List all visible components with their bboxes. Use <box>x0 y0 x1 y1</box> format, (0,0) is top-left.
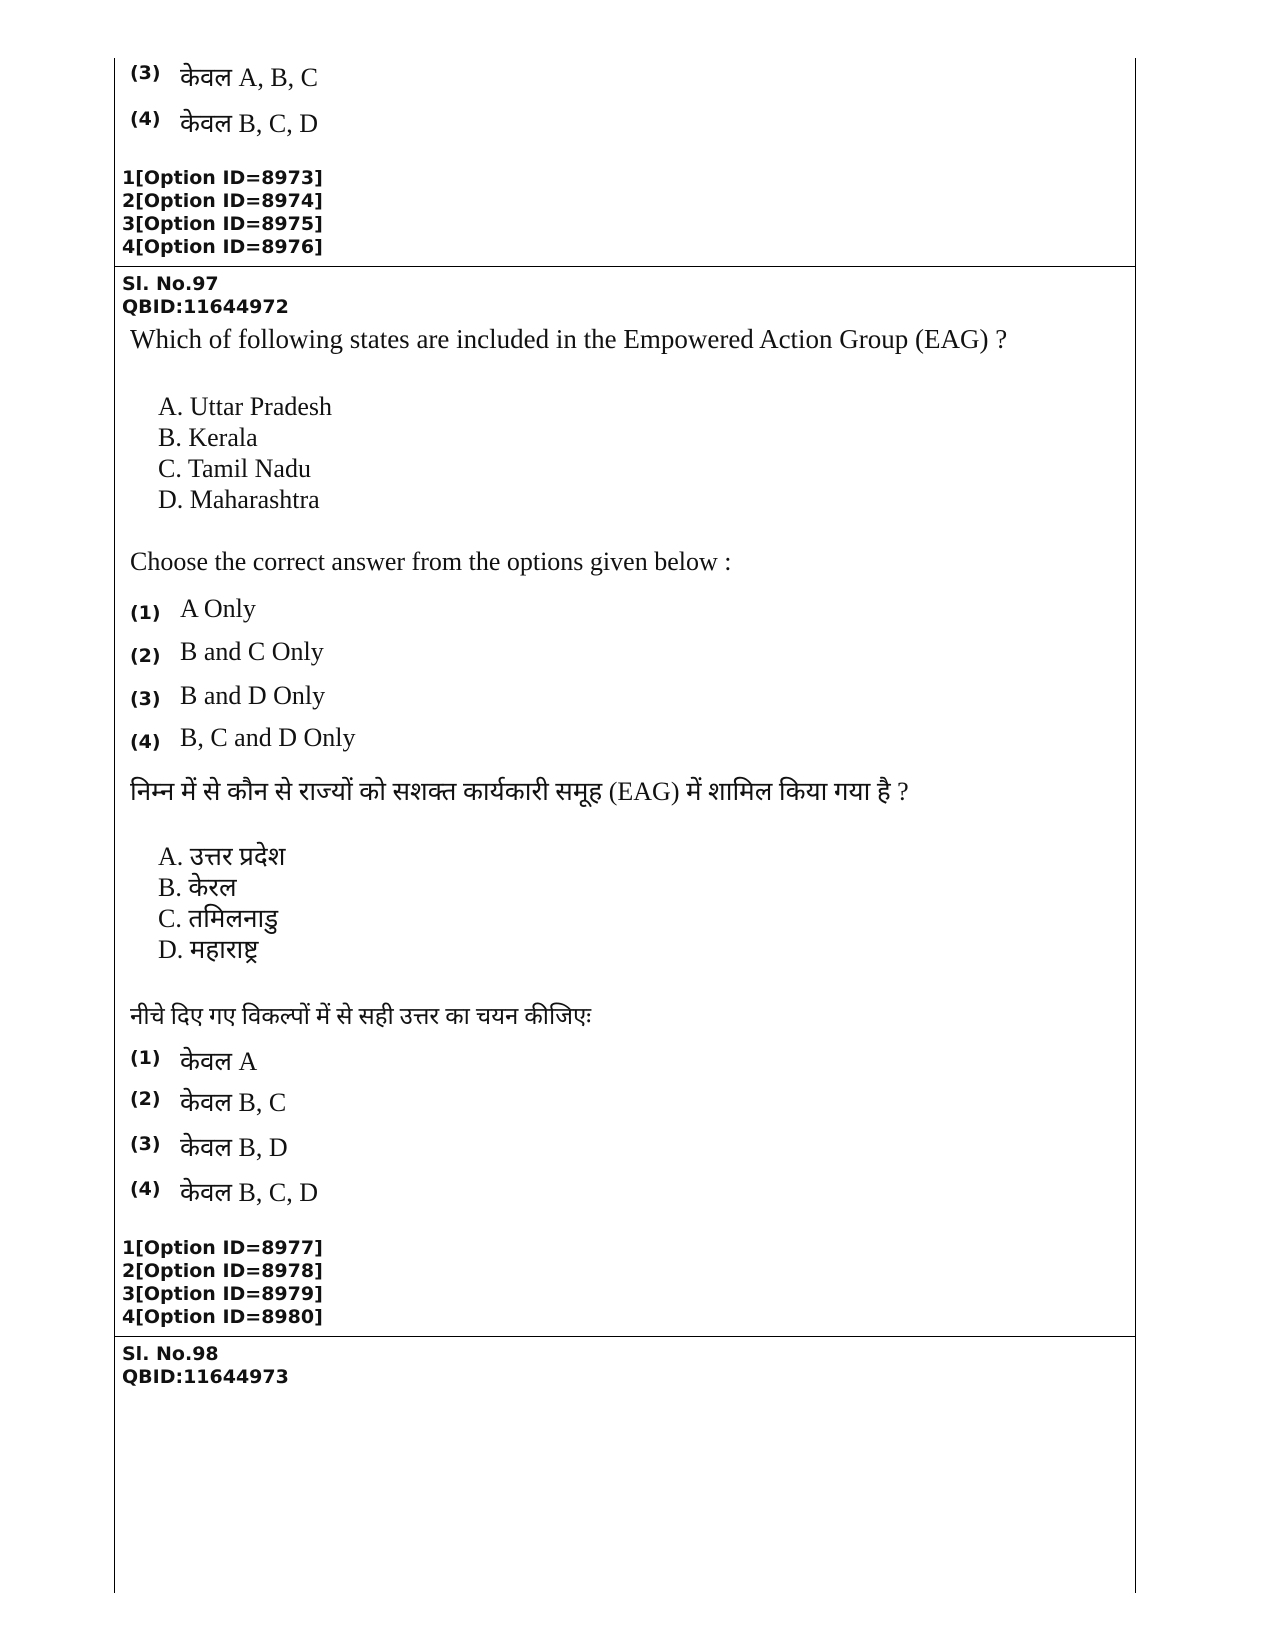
statement-item: D. महाराष्ट्र <box>158 935 259 964</box>
question-header <box>122 273 289 319</box>
option-number: (4) <box>130 108 161 130</box>
serial-number: Sl. No.98 <box>122 1343 219 1365</box>
option-text: B and D Only <box>180 681 326 710</box>
option-id-list <box>122 1237 323 1329</box>
option-id: 3[Option ID=8979] <box>122 1283 323 1305</box>
option-number: (4) <box>130 731 161 753</box>
option-text: केवल B, C, D <box>180 1178 319 1207</box>
instruction-en: Choose the correct answer from the options given below : <box>130 547 732 576</box>
question-bank-id: QBID:11644972 <box>122 296 289 318</box>
option-text: B and C Only <box>180 637 324 666</box>
option-number: (3) <box>130 688 161 710</box>
option-text: केवल B, C, D <box>180 109 319 138</box>
statement-item: C. Tamil Nadu <box>158 454 311 483</box>
option-text: B, C and D Only <box>180 723 356 752</box>
statement-list-en <box>158 391 332 515</box>
question-header <box>122 1343 289 1389</box>
option-text: केवल B, C <box>180 1088 287 1117</box>
divider <box>114 266 1136 267</box>
option-text: केवल A <box>180 1047 258 1076</box>
question-stem-en: Which of following states are included in the Empowered Action Group (EAG) ? <box>130 324 1008 354</box>
statement-item: D. Maharashtra <box>158 485 320 514</box>
option-number: (1) <box>130 602 161 624</box>
divider <box>114 1336 1136 1337</box>
option-id-list <box>122 167 323 259</box>
statement-item: C. तमिलनाडु <box>158 904 279 933</box>
option-id: 1[Option ID=8973] <box>122 167 323 189</box>
option-number: (1) <box>130 1047 161 1069</box>
instruction-hi: नीचे दिए गए विकल्पों में से सही उत्तर का चयन कीजिएः <box>130 1004 592 1030</box>
option-number: (2) <box>130 645 161 667</box>
option-id: 1[Option ID=8977] <box>122 1237 323 1259</box>
statement-item: A. Uttar Pradesh <box>158 392 333 421</box>
question-stem-hi: निम्न में से कौन से राज्यों को सशक्त कार्यकारी समूह (EAG) में शामिल किया गया है ? <box>130 777 909 806</box>
option-number: (3) <box>130 1133 161 1155</box>
question-bank-id: QBID:11644973 <box>122 1366 289 1388</box>
statement-list-hi <box>158 841 285 965</box>
statement-item: A. उत्तर प्रदेश <box>158 842 286 871</box>
option-id: 2[Option ID=8978] <box>122 1260 323 1282</box>
statement-item: B. केरल <box>158 873 237 902</box>
option-text: केवल A, B, C <box>180 63 319 92</box>
option-text: A Only <box>180 594 256 623</box>
option-number: (2) <box>130 1088 161 1110</box>
option-text: केवल B, D <box>180 1133 288 1162</box>
option-number: (4) <box>130 1178 161 1200</box>
serial-number: Sl. No.97 <box>122 273 219 295</box>
option-id: 3[Option ID=8975] <box>122 213 323 235</box>
statement-item: B. Kerala <box>158 423 258 452</box>
option-id: 4[Option ID=8976] <box>122 236 323 258</box>
option-id: 4[Option ID=8980] <box>122 1306 323 1328</box>
option-id: 2[Option ID=8974] <box>122 190 323 212</box>
option-number: (3) <box>130 62 161 84</box>
